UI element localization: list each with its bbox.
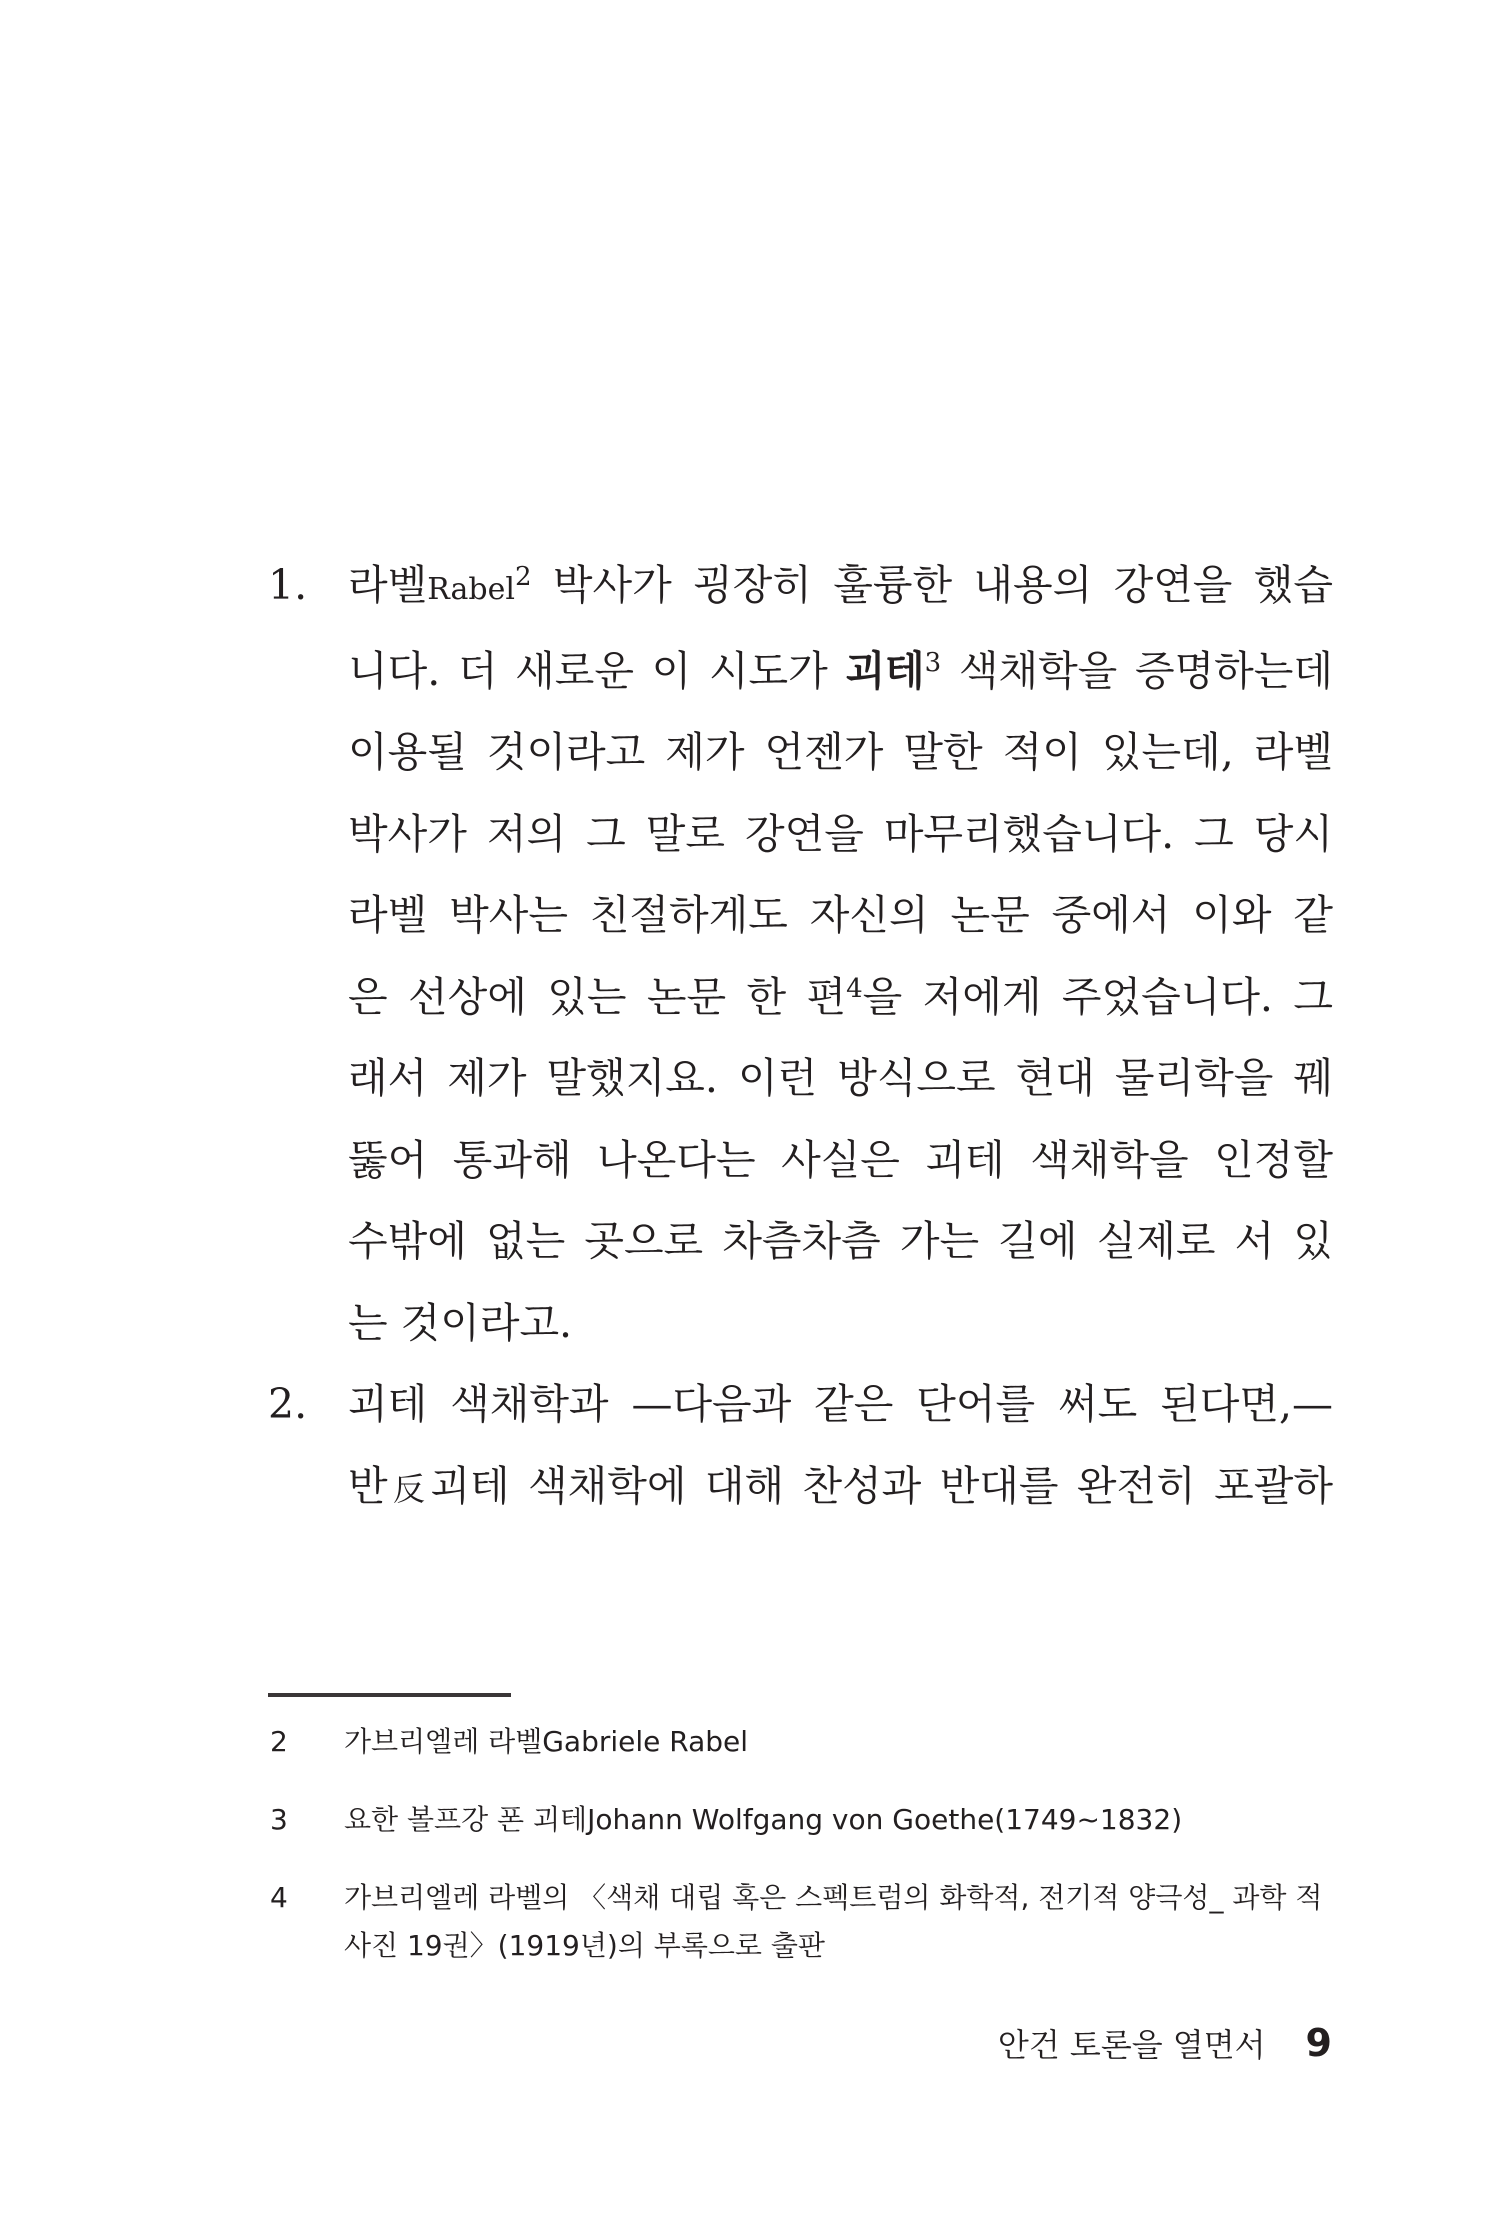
roman-name: Rabel [427, 572, 515, 607]
footnote-ref: 4 [846, 973, 863, 1004]
footnotes [268, 1718, 1333, 2000]
text-line: 래서 제가 말했지요. 이런 방식으로 현대 물리학을 꿰 [348, 1054, 1333, 1102]
page-number: 9 [1305, 2021, 1332, 2065]
text-line: 괴테 색채학과 —다음과 같은 단어를 써도 된다면,— [348, 1380, 1333, 1428]
page-footer [998, 2020, 1332, 2066]
list-item-1 [268, 545, 1333, 1364]
footnote-item [268, 1718, 1333, 1766]
text-line [348, 545, 1333, 631]
numbered-list [268, 545, 1333, 1530]
text-line: 뚫어 통과해 나온다는 사실은 괴테 색채학을 인정할 [348, 1135, 1333, 1184]
list-item-text [348, 545, 1333, 1364]
text-segment: 반 [348, 1461, 388, 1510]
text-segment: 은 선상에 있는 논문 한 편 [348, 972, 847, 1021]
text-segment: 박사가 굉장히 훌륭한 내용의 강연을 했습 [531, 561, 1333, 609]
list-item-text [348, 1364, 1333, 1530]
footnote-item [268, 1796, 1333, 1844]
text-line [348, 631, 1333, 713]
text-line: 수밖에 없는 곳으로 차츰차츰 가는 길에 실제로 서 있 [348, 1217, 1333, 1265]
footnote-ref: 3 [924, 647, 942, 678]
text-line [348, 1446, 1333, 1531]
footnote-number: 2 [270, 1725, 288, 1758]
text-segment: 라벨 [348, 561, 428, 609]
list-item-2 [268, 1364, 1333, 1530]
footnote-divider [268, 1693, 511, 1697]
text-segment: 색채학을 증명하는데 [941, 646, 1333, 695]
footnote-ref: 2 [514, 562, 532, 592]
list-item-number: 1. [268, 561, 308, 609]
text-line: 박사가 저의 그 말로 강연을 마무리했습니다. 그 당시 [348, 809, 1333, 858]
footnote-text: 가브리엘레 라벨Gabriele Rabel [344, 1725, 749, 1758]
list-item-number: 2. [268, 1380, 308, 1428]
footnote-number: 4 [270, 1881, 288, 1914]
footnote-number: 3 [270, 1803, 288, 1836]
text-line: 이용될 것이라고 제가 언젠가 말한 적이 있는데, 라벨 [348, 728, 1333, 776]
footnote-text: 요한 볼프강 폰 괴테Johann Wolfgang von Goethe(1749~1832) [344, 1803, 1183, 1836]
footnote-text: 가브리엘레 라벨의 〈색채 대립 혹은 스펙트럼의 화학적, 전기적 양극성_ 과학 적 사진 19권〉(1919년)의 부록으로 출판 [344, 1881, 1323, 1962]
running-title: 안건 토론을 열면서 [997, 2026, 1266, 2064]
text-line: 는 것이라고. [348, 1298, 573, 1347]
footnote-item [268, 1874, 1333, 1970]
bold-term: 괴테 [845, 646, 925, 695]
text-line: 라벨 박사는 친절하게도 자신의 논문 중에서 이와 같 [348, 891, 1333, 939]
text-line [348, 957, 1333, 1039]
text-segment: 괴테 색채학에 대해 찬성과 반대를 완전히 포괄하 [430, 1461, 1333, 1510]
hanja-gloss: 反 [387, 1469, 431, 1508]
text-segment: 을 저에게 주었습니다. 그 [862, 972, 1333, 1021]
text-segment: 니다. 더 새로운 이 시도가 [348, 646, 846, 695]
